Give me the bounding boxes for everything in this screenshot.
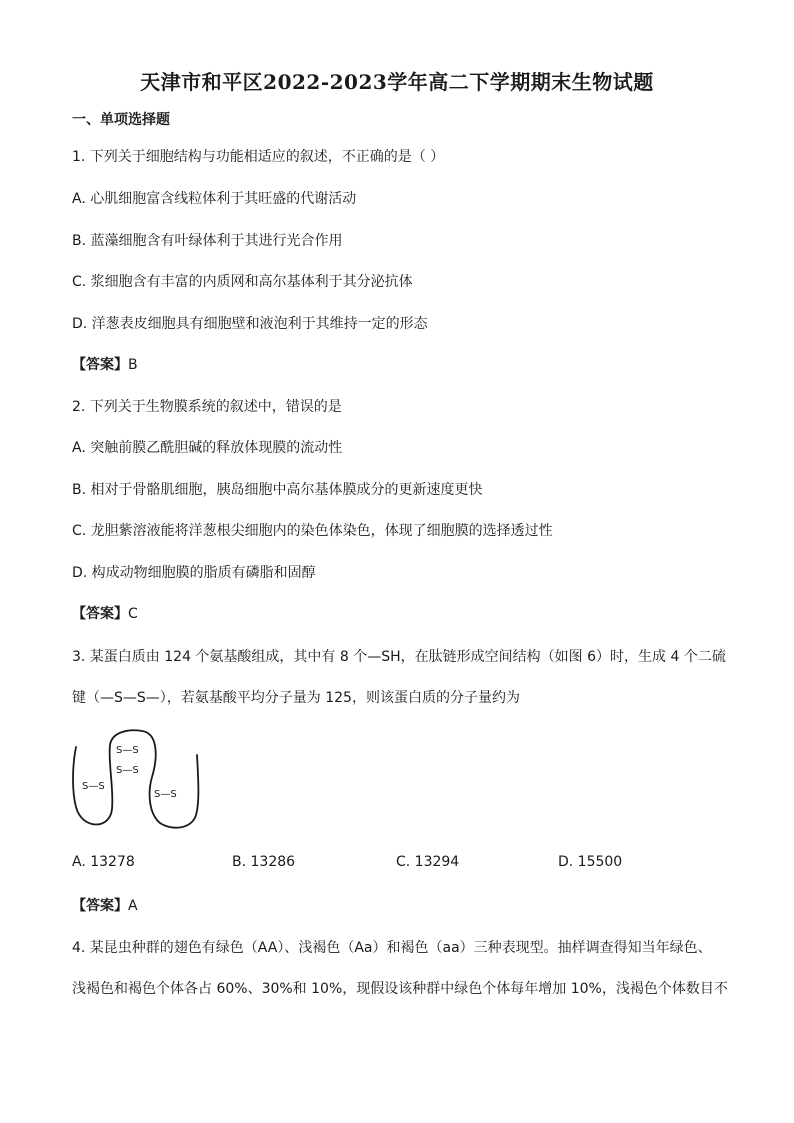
answer-label: 【答案】 xyxy=(72,898,128,914)
answer-value: C xyxy=(128,606,138,622)
question-2-option-d: D. 构成动物细胞膜的脂质有磷脂和固醇 xyxy=(72,565,316,581)
bond-label-3: S—S xyxy=(82,781,105,792)
disulfide-bond-diagram xyxy=(70,727,220,831)
question-2-answer xyxy=(72,603,138,623)
answer-value: B xyxy=(128,357,138,373)
question-1-option-b: B. 蓝藻细胞含有叶绿体利于其进行光合作用 xyxy=(72,233,343,249)
question-3-option-b: B. 13286 xyxy=(232,854,296,870)
bond-label-1: S—S xyxy=(116,745,139,756)
question-3-option-d: D. 15500 xyxy=(558,854,623,870)
question-3-stem-line-1: 3. 某蛋白质由 124 个氨基酸组成，其中有 8 个—SH，在肽链形成空间结构（如图 6）时，生成 4 个二硫 xyxy=(72,649,726,665)
question-2-option-a: A. 突触前膜乙酰胆碱的释放体现膜的流动性 xyxy=(72,440,343,456)
answer-value: A xyxy=(128,898,138,914)
question-1-option-a: A. 心肌细胞富含线粒体利于其旺盛的代谢活动 xyxy=(72,191,357,207)
question-4-stem-line-2: 浅褐色和褐色个体各占 60%、30%和 10%，现假设该种群中绿色个体每年增加 10%，浅褐色个体数目不 xyxy=(72,981,728,997)
question-3-stem-line-2: 键（—S—S—），若氨基酸平均分子量为 125，则该蛋白质的分子量约为 xyxy=(72,690,520,706)
question-3-answer xyxy=(72,895,138,915)
bond-label-4: S—S xyxy=(154,789,177,800)
question-2-stem: 2. 下列关于生物膜系统的叙述中，错误的是 xyxy=(72,399,342,415)
question-1-stem: 1. 下列关于细胞结构与功能相适应的叙述，不正确的是（ ） xyxy=(72,149,445,165)
page-title: 天津市和平区2022-2023学年高二下学期期末生物试题 xyxy=(140,70,654,94)
section-heading: 一、单项选择题 xyxy=(72,112,170,128)
bond-label-2: S—S xyxy=(116,765,139,776)
question-2-option-b: B. 相对于骨骼肌细胞，胰岛细胞中高尔基体膜成分的更新速度更快 xyxy=(72,482,483,498)
question-1-answer xyxy=(72,354,138,374)
question-1-option-c: C. 浆细胞含有丰富的内质网和高尔基体利于其分泌抗体 xyxy=(72,274,413,290)
answer-label: 【答案】 xyxy=(72,357,128,373)
question-1-option-d: D. 洋葱表皮细胞具有细胞壁和液泡利于其维持一定的形态 xyxy=(72,316,428,332)
question-3-option-a: A. 13278 xyxy=(72,854,135,870)
question-4-stem-line-1: 4. 某昆虫种群的翅色有绿色（AA）、浅褐色（Aa）和褐色（aa）三种表现型。抽样调查得知当年绿色、 xyxy=(72,940,712,956)
question-3-option-c: C. 13294 xyxy=(396,854,460,870)
answer-label: 【答案】 xyxy=(72,606,128,622)
question-2-option-c: C. 龙胆紫溶液能将洋葱根尖细胞内的染色体染色，体现了细胞膜的选择透过性 xyxy=(72,523,553,539)
